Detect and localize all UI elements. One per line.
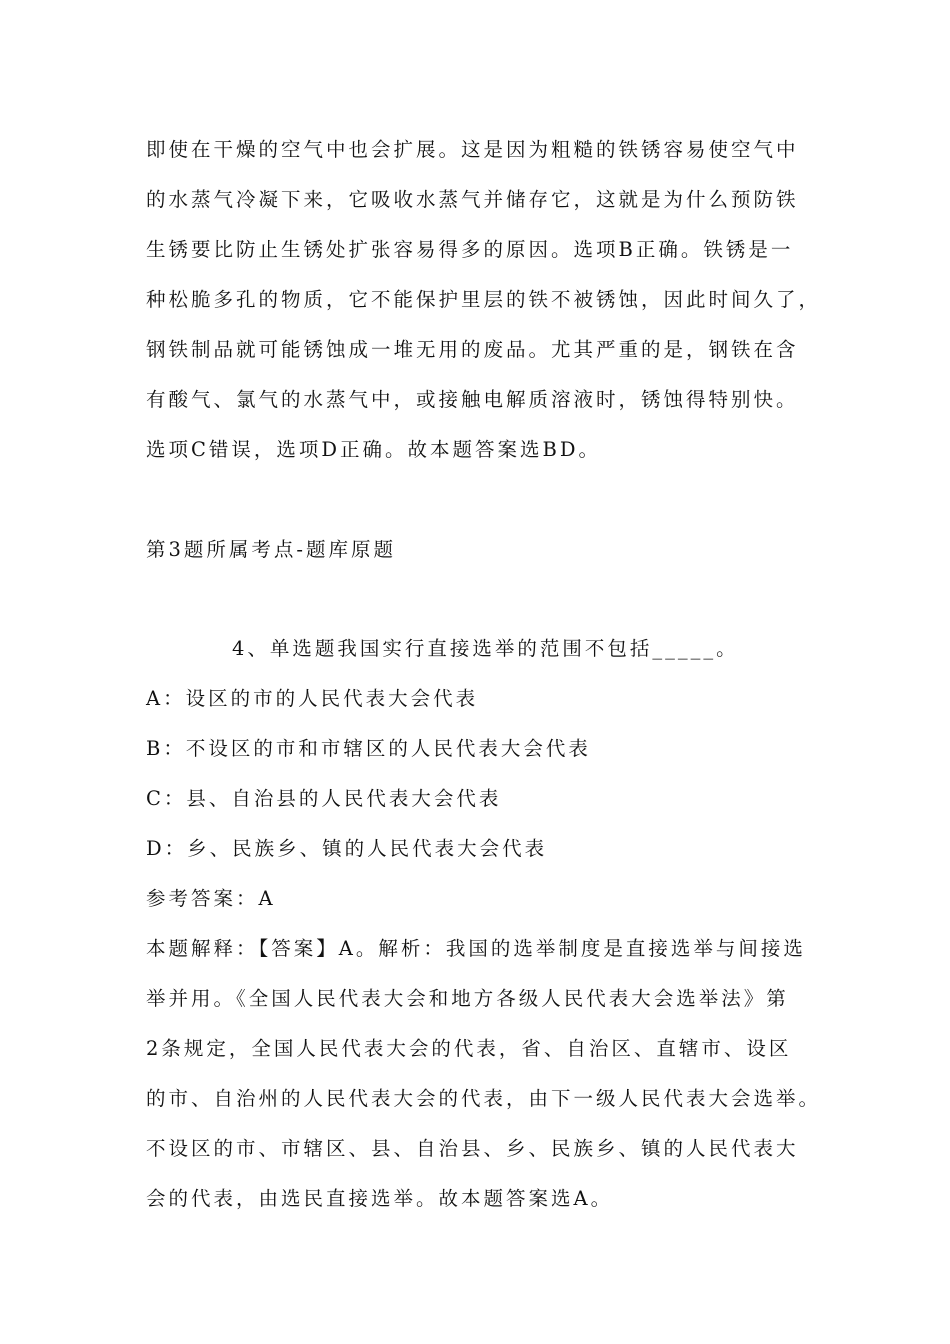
prev-explanation-line-3: 生锈要比防止生锈处扩张容易得多的原因。选项B正确。铁锈是一 — [146, 238, 794, 261]
q3-knowledge-point: 第3题所属考点-题库原题 — [146, 538, 396, 561]
option-c: C：县、自治县的人民代表大会代表 — [146, 787, 502, 810]
prev-explanation-line-6: 有酸气、氯气的水蒸气中，或接触电解质溶液时，锈蚀得特别快。 — [146, 388, 799, 411]
q4-explanation-line-2: 举并用。《全国人民代表大会和地方各级人民代表大会选举法》第 — [146, 987, 789, 1010]
q4-explanation-line-4: 的市、自治州的人民代表大会的代表，由下一级人民代表大会选举。 — [146, 1087, 822, 1110]
question-4-stem: 4、单选题我国实行直接选举的范围不包括_____。 — [232, 637, 739, 660]
prev-explanation-line-7: 选项C错误，选项D正确。故本题答案选BD。 — [146, 438, 602, 461]
q4-explanation-line-5: 不设区的市、市辖区、县、自治县、乡、民族乡、镇的人民代表大 — [146, 1137, 799, 1160]
prev-explanation-line-2: 的水蒸气冷凝下来，它吸收水蒸气并储存它，这就是为什么预防铁 — [146, 188, 799, 211]
prev-explanation-line-1: 即使在干燥的空气中也会扩展。这是因为粗糙的铁锈容易使空气中 — [146, 138, 799, 161]
q4-explanation-line-6: 会的代表，由选民直接选举。故本题答案选A。 — [146, 1187, 614, 1210]
reference-answer: 参考答案：A — [146, 887, 276, 910]
option-d: D：乡、民族乡、镇的人民代表大会代表 — [146, 837, 548, 860]
prev-explanation-line-5: 钢铁制品就可能锈蚀成一堆无用的废品。尤其严重的是，钢铁在含 — [146, 338, 799, 361]
q4-explanation-line-3: 2条规定，全国人民代表大会的代表，省、自治区、直辖市、设区 — [146, 1037, 792, 1060]
option-b: B：不设区的市和市辖区的人民代表大会代表 — [146, 737, 591, 760]
q4-explanation-line-1: 本题解释：【答案】A。解析：我国的选举制度是直接选举与间接选 — [146, 937, 806, 960]
prev-explanation-line-4: 种松脆多孔的物质，它不能保护里层的铁不被锈蚀，因此时间久了， — [146, 288, 822, 311]
option-a: A：设区的市的人民代表大会代表 — [146, 687, 479, 710]
